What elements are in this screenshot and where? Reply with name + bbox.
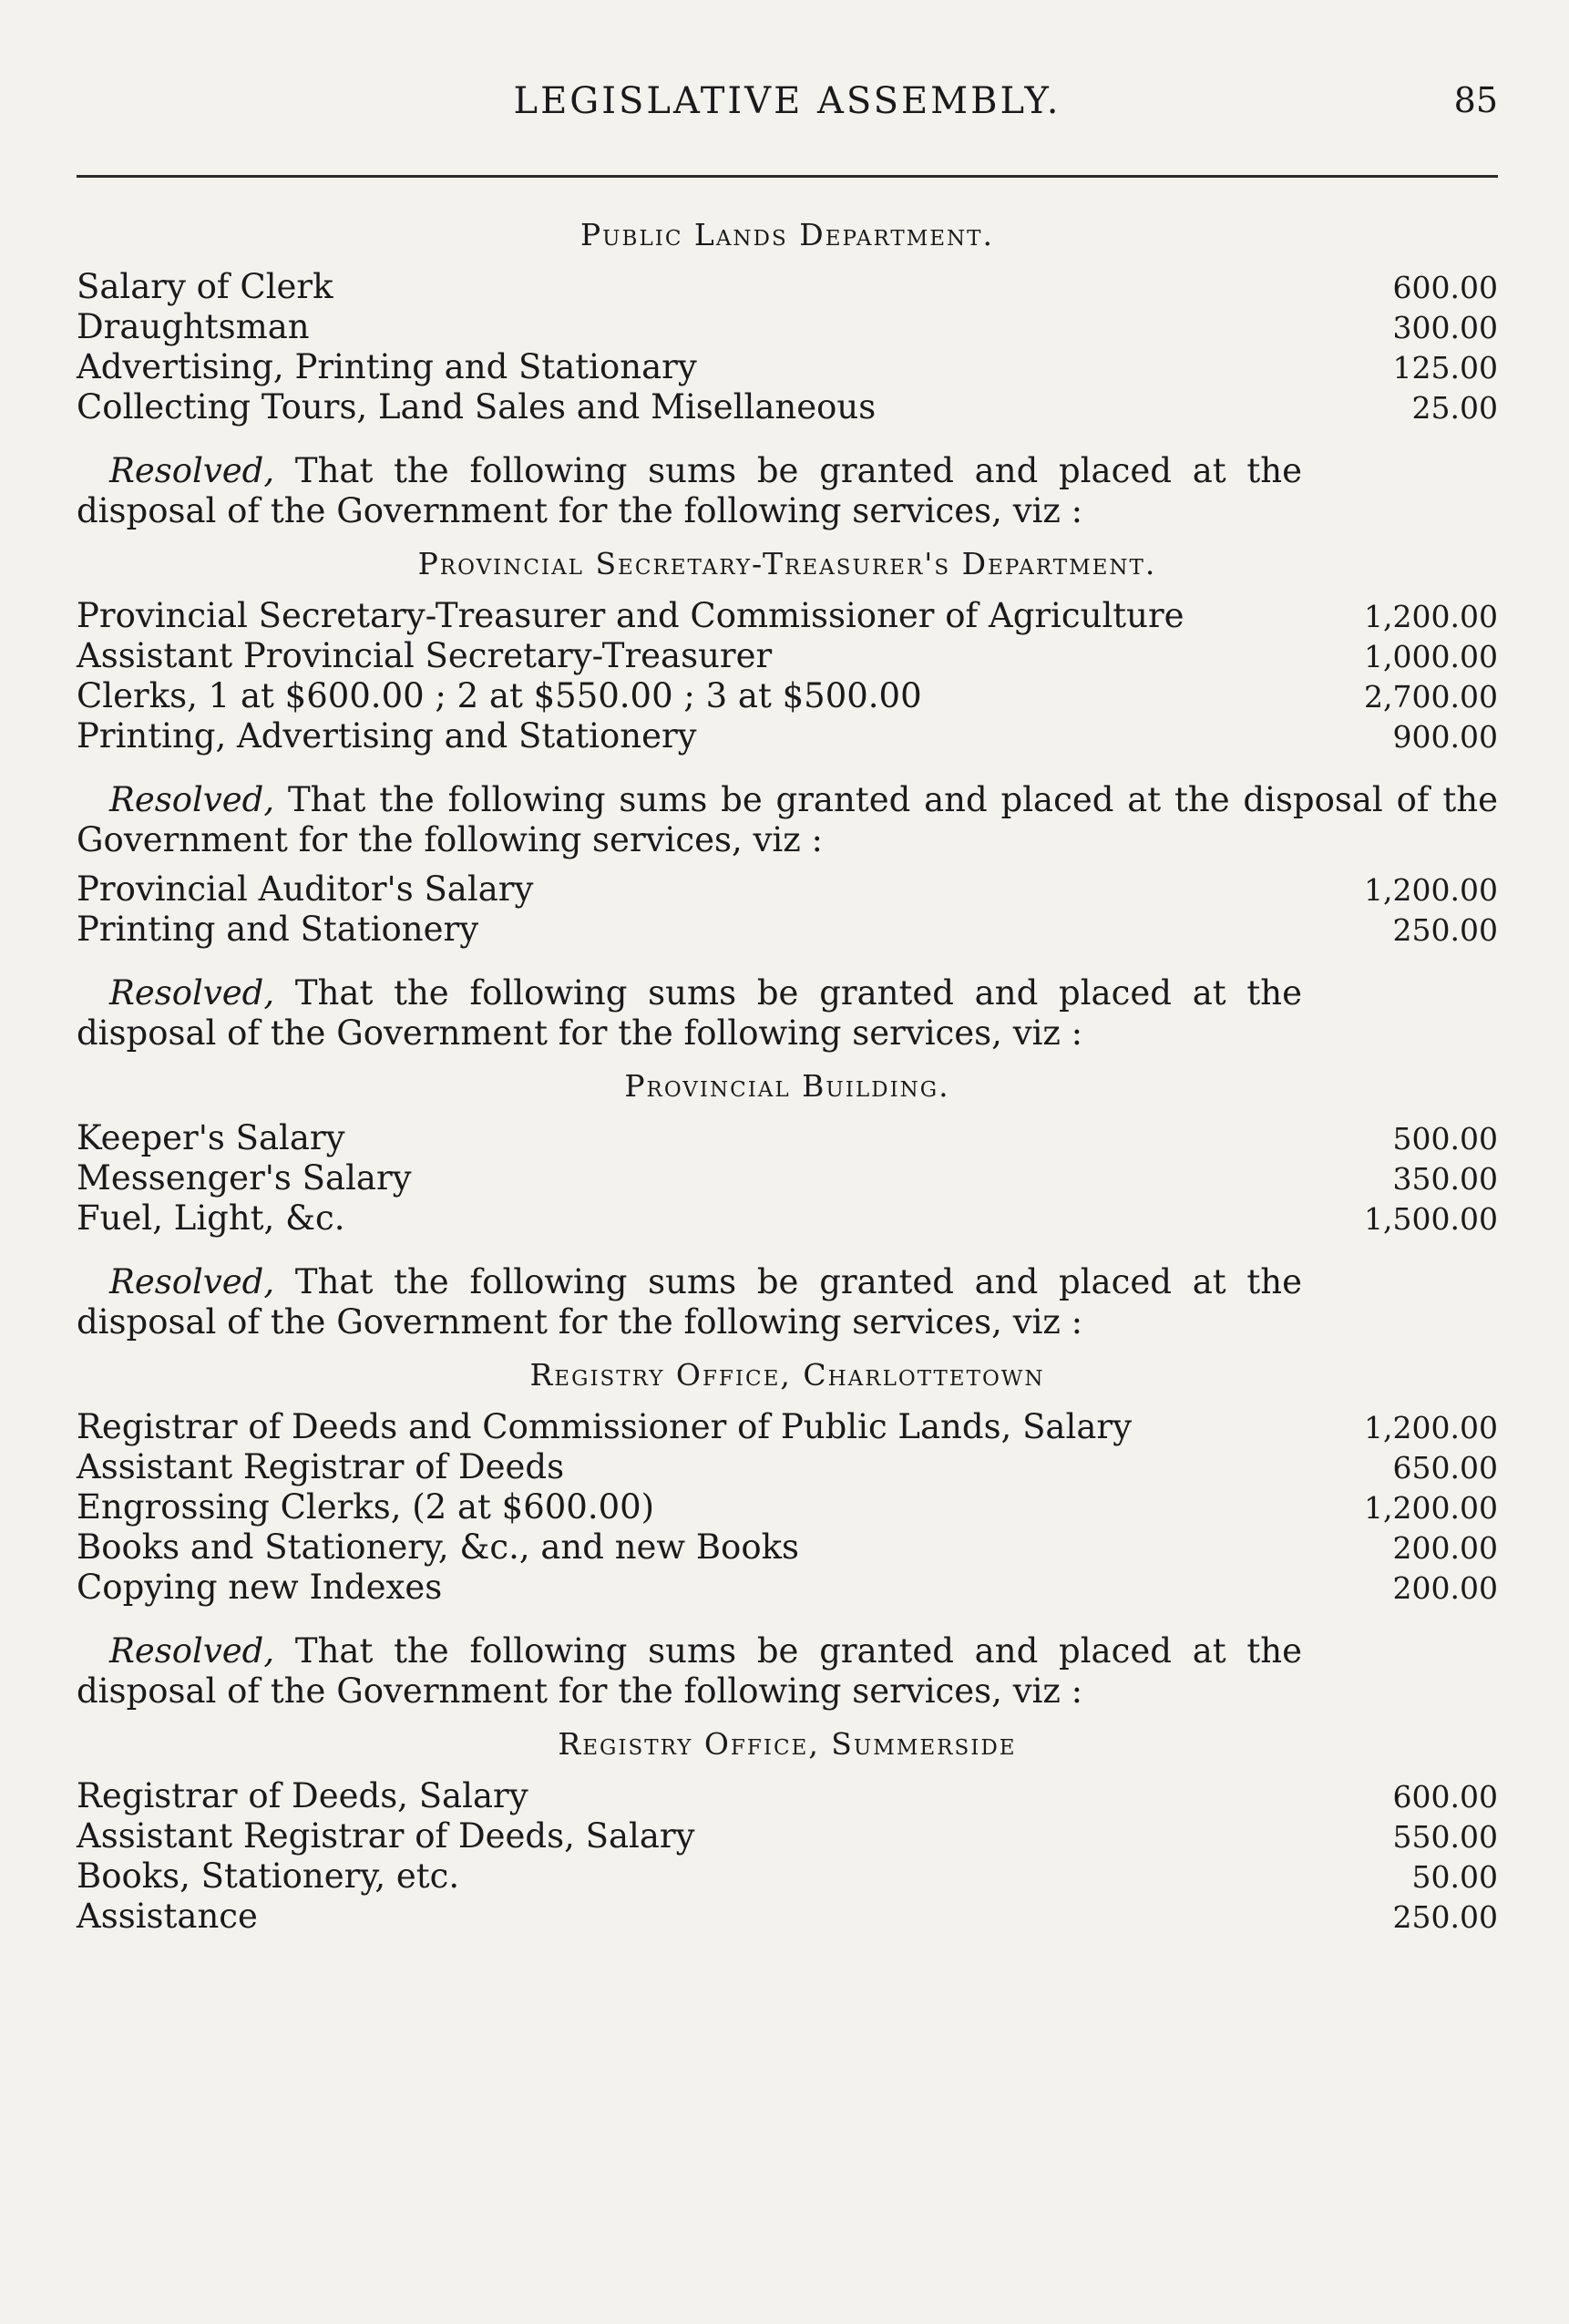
resolution-paragraph: [77, 451, 1302, 531]
item-label: Copying new Indexes: [77, 1568, 443, 1607]
resolved-word: Resolved,: [109, 1631, 275, 1671]
item-amount: 350.00: [1392, 1161, 1498, 1197]
item-label: Registrar of Deeds and Commissioner of Public Lands, Salary: [77, 1407, 1132, 1446]
resolved-word: Resolved,: [109, 780, 275, 819]
resolution-paragraph: [77, 973, 1302, 1054]
appropriation-list: [77, 596, 1498, 756]
appropriation-row: [77, 716, 1498, 756]
appropriation-list: [77, 1776, 1498, 1937]
appropriation-row: [77, 1527, 1498, 1568]
item-amount: 125.00: [1392, 350, 1498, 386]
item-label: Keeper's Salary: [77, 1118, 345, 1157]
resolution-paragraph: [77, 1631, 1302, 1712]
item-amount: 600.00: [1392, 270, 1498, 305]
item-amount: 550.00: [1392, 1819, 1498, 1855]
appropriation-list: [77, 869, 1498, 950]
appropriation-row: [77, 387, 1498, 427]
appropriation-row: [77, 1856, 1498, 1897]
item-label: Engrossing Clerks, (2 at $600.00): [77, 1487, 655, 1527]
section-heading: Provincial Secretary-Treasurer's Department.: [417, 546, 1157, 581]
item-label: Assistant Provincial Secretary-Treasurer: [77, 636, 773, 675]
appropriation-row: [77, 676, 1498, 716]
item-label: Provincial Secretary-Treasurer and Commissioner of Agriculture: [77, 596, 1184, 635]
item-label: Messenger's Salary: [77, 1158, 412, 1198]
resolution-text: That the following sums be granted and placed at the disposal of the Government for the following services, viz :: [77, 1262, 1302, 1342]
section-heading: Registry Office, Charlottetown: [529, 1357, 1045, 1393]
resolution-text: That the following sums be granted and placed at the disposal of the Government for the following services, viz :: [77, 451, 1302, 530]
item-label: Books and Stationery, &c., and new Books: [77, 1527, 800, 1567]
item-amount: 600.00: [1392, 1779, 1498, 1815]
resolution-text: That the following sums be granted and placed at the disposal of the Government for the following services, viz :: [77, 1631, 1302, 1711]
item-label: Assistance: [77, 1897, 258, 1936]
appropriation-row: [77, 1198, 1498, 1239]
item-label: Clerks, 1 at $600.00 ; 2 at $550.00 ; 3 at $500.00: [77, 676, 922, 715]
appropriation-row: [77, 1568, 1498, 1608]
section-heading: Provincial Building.: [624, 1068, 950, 1104]
item-amount: 500.00: [1392, 1121, 1498, 1157]
item-amount: 1,200.00: [1364, 872, 1498, 908]
resolution-text: That the following sums be granted and placed at the disposal of the Government for the following services, viz :: [77, 973, 1302, 1053]
item-amount: 900.00: [1392, 719, 1498, 755]
resolution-paragraph: [77, 1262, 1302, 1342]
item-amount: 300.00: [1392, 310, 1498, 345]
item-label: Assistant Registrar of Deeds: [77, 1447, 565, 1486]
document-body: [77, 211, 1498, 1960]
resolved-word: Resolved,: [109, 451, 275, 490]
item-amount: 200.00: [1392, 1570, 1498, 1606]
item-amount: 650.00: [1392, 1450, 1498, 1486]
appropriation-list: [77, 1118, 1498, 1239]
item-amount: 1,500.00: [1364, 1201, 1498, 1237]
appropriation-row: [77, 1816, 1498, 1856]
appropriation-list: [77, 267, 1498, 427]
appropriation-row: [77, 1447, 1498, 1487]
appropriation-row: [77, 267, 1498, 307]
item-label: Printing and Stationery: [77, 910, 479, 949]
item-label: Registrar of Deeds, Salary: [77, 1776, 528, 1815]
item-amount: 1,000.00: [1364, 639, 1498, 674]
item-label: Draughtsman: [77, 307, 310, 346]
resolution-paragraph: [77, 780, 1498, 860]
page-title: LEGISLATIVE ASSEMBLY.: [513, 80, 1061, 122]
resolved-word: Resolved,: [109, 1262, 275, 1301]
item-label: Advertising, Printing and Stationary: [77, 347, 697, 386]
item-amount: 250.00: [1392, 912, 1498, 948]
resolved-word: Resolved,: [109, 973, 275, 1013]
resolution-text: That the following sums be granted and placed at the disposal of the Government for the following services, viz :: [77, 780, 1499, 859]
item-amount: 250.00: [1392, 1899, 1498, 1935]
appropriation-row: [77, 1158, 1498, 1198]
appropriation-row: [77, 307, 1498, 347]
page-header: [77, 80, 1498, 135]
appropriation-row: [77, 636, 1498, 676]
appropriation-row: [77, 1897, 1498, 1937]
appropriation-row: [77, 347, 1498, 387]
item-amount: 2,700.00: [1364, 679, 1498, 715]
appropriation-row: [77, 869, 1498, 910]
appropriation-list: [77, 1407, 1498, 1608]
appropriation-row: [77, 1776, 1498, 1816]
appropriation-row: [77, 596, 1498, 636]
appropriation-row: [77, 1118, 1498, 1158]
appropriation-row: [77, 1487, 1498, 1527]
item-amount: 1,200.00: [1364, 1490, 1498, 1526]
item-label: Collecting Tours, Land Sales and Misellaneous: [77, 387, 877, 427]
section-heading: Public Lands Department.: [579, 217, 995, 252]
item-label: Printing, Advertising and Stationery: [77, 716, 697, 756]
header-rule: [77, 175, 1498, 178]
item-amount: 1,200.00: [1364, 599, 1498, 634]
section-heading: Registry Office, Summerside: [558, 1726, 1017, 1762]
item-label: Assistant Registrar of Deeds, Salary: [77, 1816, 695, 1856]
page-number: 85: [1453, 80, 1498, 120]
item-amount: 1,200.00: [1364, 1410, 1498, 1445]
item-label: Salary of Clerk: [77, 267, 333, 306]
item-label: Books, Stationery, etc.: [77, 1856, 460, 1896]
item-amount: 50.00: [1411, 1859, 1498, 1895]
item-label: Provincial Auditor's Salary: [77, 869, 534, 909]
item-label: Fuel, Light, &c.: [77, 1198, 345, 1238]
item-amount: 25.00: [1411, 390, 1498, 426]
appropriation-row: [77, 910, 1498, 950]
appropriation-row: [77, 1407, 1498, 1447]
item-amount: 200.00: [1392, 1530, 1498, 1566]
